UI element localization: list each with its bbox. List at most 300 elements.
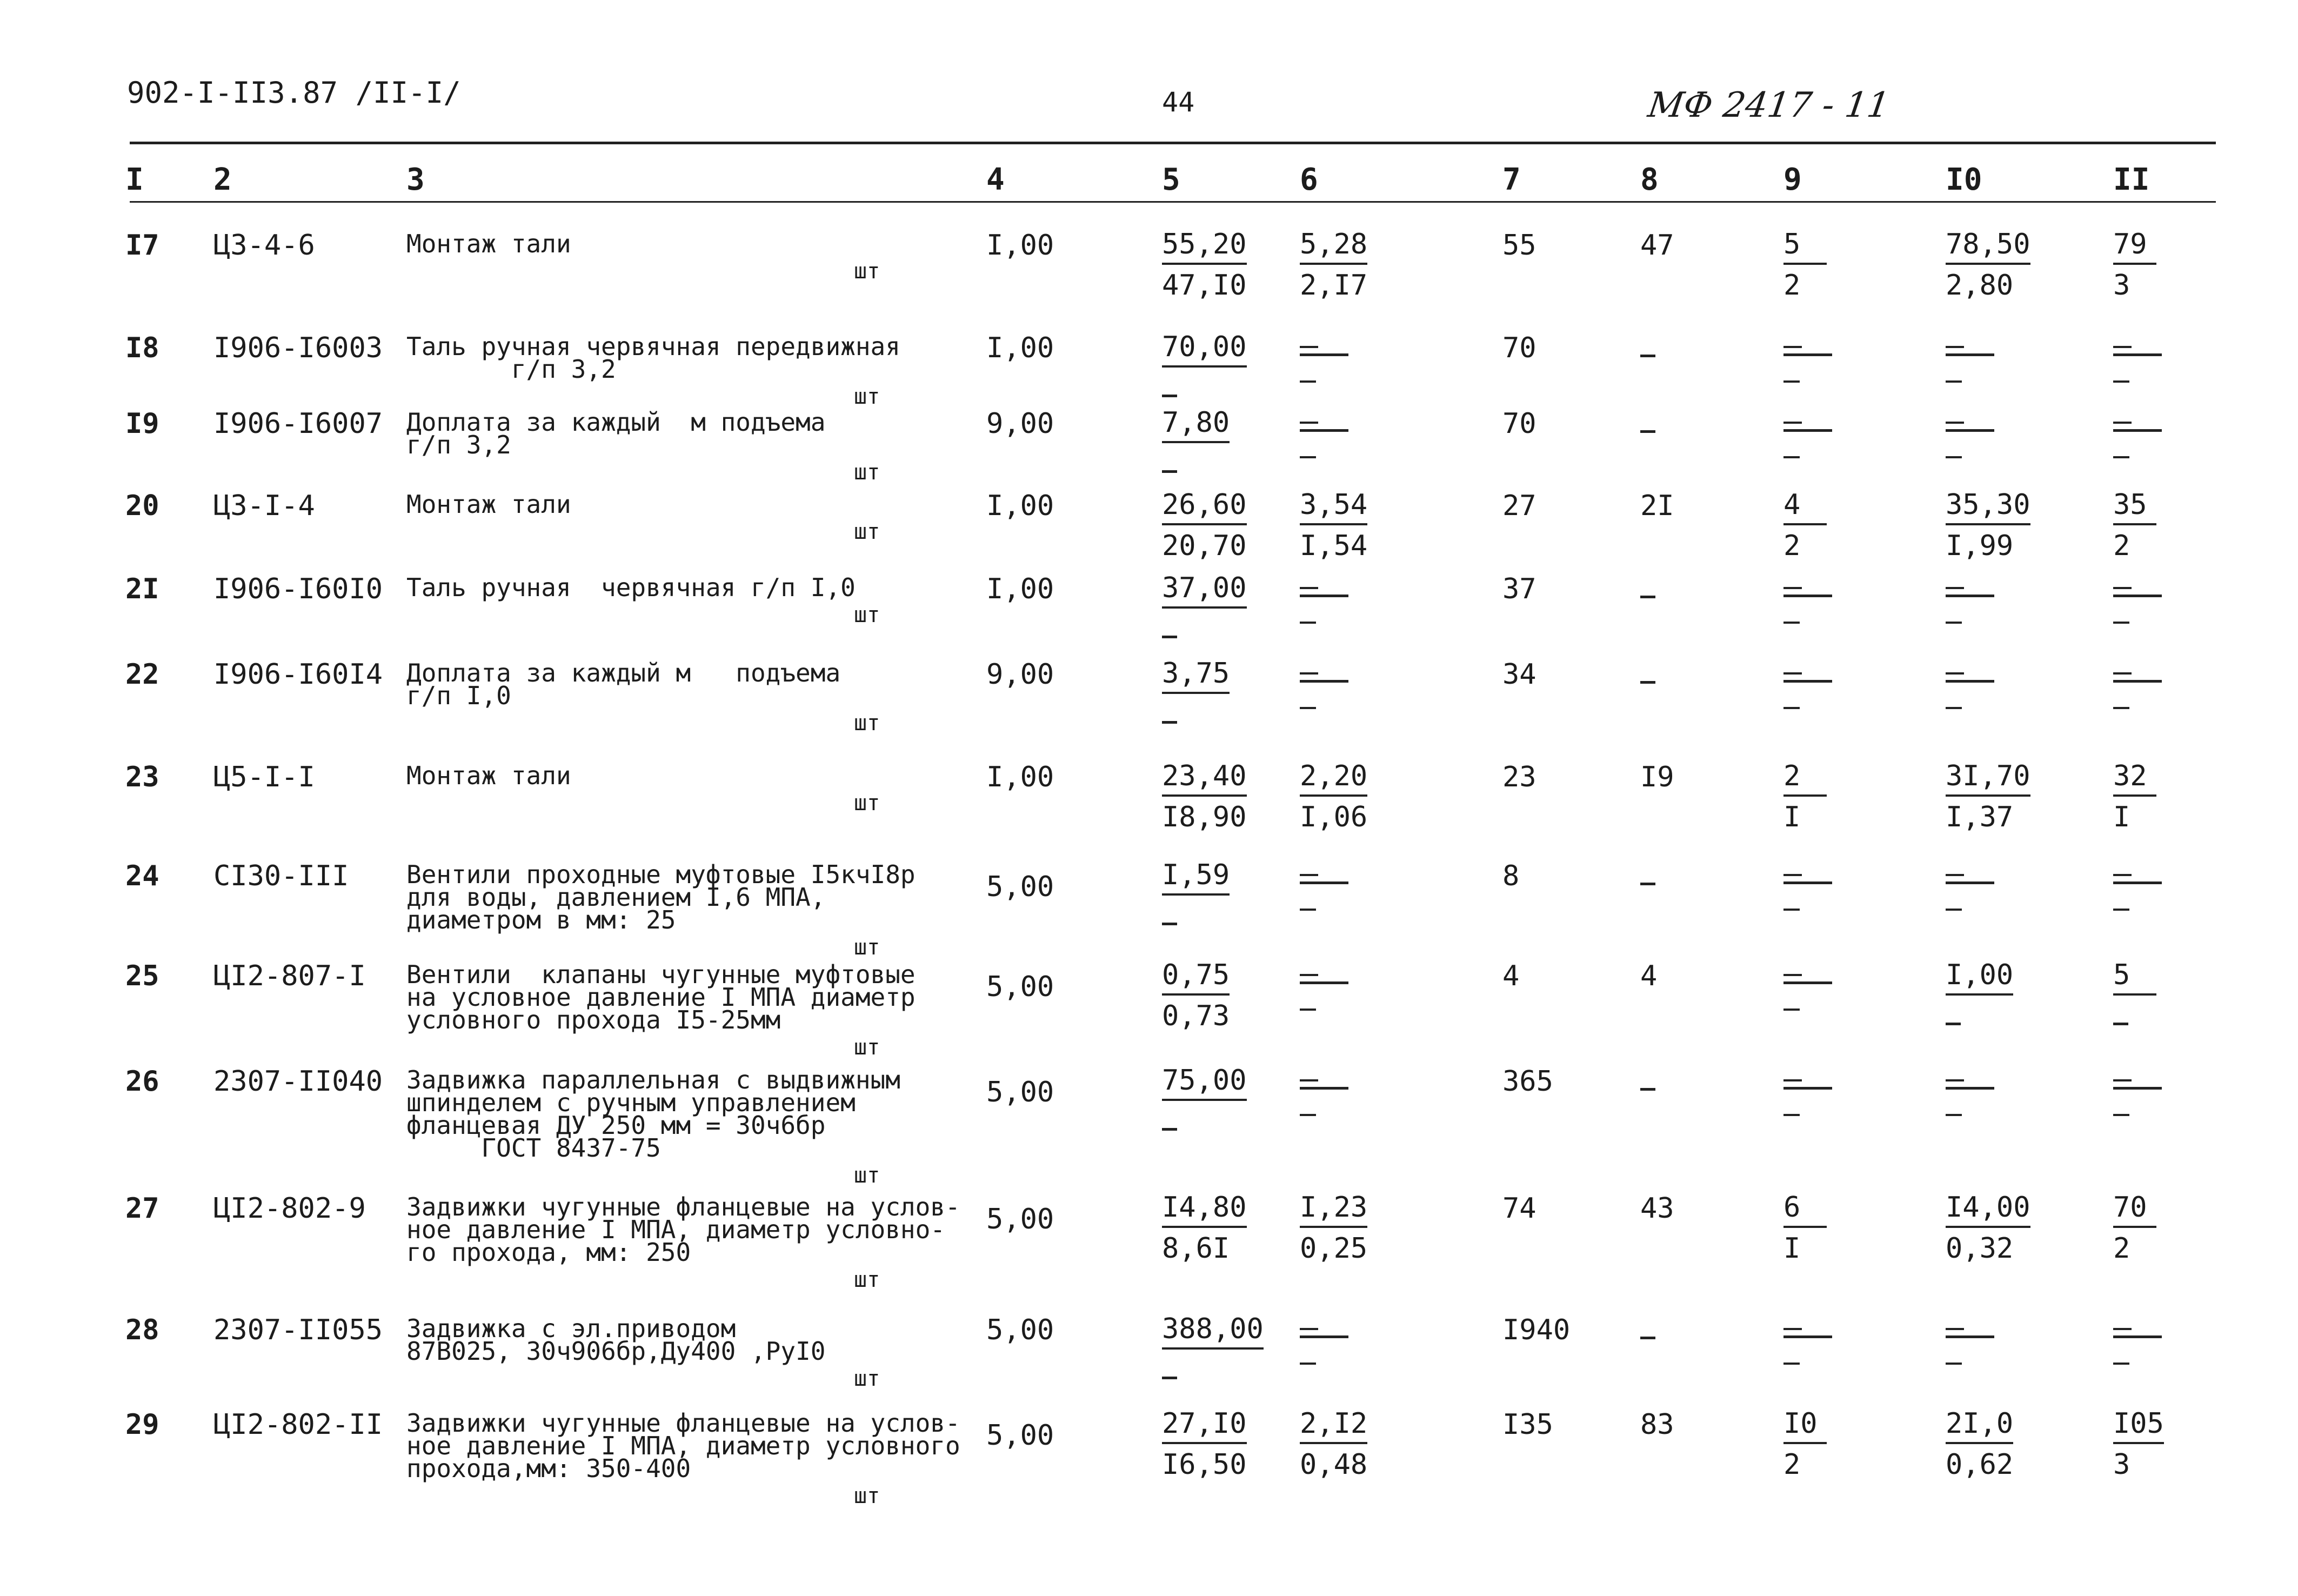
dash-mark <box>1946 909 1962 911</box>
quantity: 5,00 <box>986 1314 1054 1346</box>
row-number: 25 <box>125 960 159 992</box>
item-description: Доплата за каждый м подъема г/п 3,2 <box>406 408 826 459</box>
item-code: ЦI2-807-I <box>213 960 366 992</box>
row-number: 29 <box>125 1408 159 1441</box>
col5-value-bottom: 47,I0 <box>1162 269 1247 302</box>
col7-value: 34 <box>1502 658 1537 691</box>
unit-label: шт <box>854 711 880 736</box>
dash-mark <box>1300 1087 1348 1090</box>
col10-value <box>1946 958 2013 1033</box>
dash-mark <box>1946 622 1962 624</box>
col5-value <box>1162 656 1230 732</box>
dash-mark <box>1300 1114 1316 1116</box>
col5-value-top: 70,00 <box>1162 330 1247 368</box>
col6-value <box>1300 1063 1348 1116</box>
dash-mark <box>1162 1128 1177 1131</box>
col6-value-top: 5,28 <box>1300 227 1367 265</box>
unit-label: шт <box>854 384 880 409</box>
col6-value <box>1300 958 1348 1011</box>
col10-value <box>1946 405 1994 458</box>
unit-label: шт <box>854 935 880 960</box>
col5-value <box>1162 227 1247 303</box>
col9-value <box>1783 656 1832 709</box>
col6-value-top: I,23 <box>1300 1190 1367 1228</box>
col11-value-bottom: 2 <box>2113 530 2130 562</box>
col5-value <box>1162 1063 1247 1139</box>
item-code: CI30-III <box>213 860 349 892</box>
dash-mark <box>1946 1363 1962 1365</box>
top-rule <box>130 142 2216 144</box>
col6-value <box>1300 330 1348 383</box>
quantity: I,00 <box>986 761 1054 793</box>
col10-value-bottom: 0,32 <box>1946 1232 2014 1265</box>
col10-value-top: 35,30 <box>1946 488 2030 525</box>
col8-value: 2I <box>1640 490 1674 522</box>
col6-value-bottom: I,06 <box>1300 801 1368 833</box>
col7-value: 37 <box>1502 573 1537 605</box>
col6-value-top: 2,I2 <box>1300 1406 1367 1444</box>
item-description: Монтаж тали <box>406 229 571 258</box>
col9-value <box>1783 1190 1827 1266</box>
dash-mark <box>2113 429 2162 432</box>
dash-mark <box>1783 622 1800 624</box>
col8-value <box>1640 334 1655 362</box>
col5-value-top: 37,00 <box>1162 571 1247 609</box>
dash-mark <box>2113 456 2129 458</box>
col10-value <box>1946 1312 1994 1365</box>
dash-mark <box>1640 430 1655 433</box>
row-number: I7 <box>125 229 159 262</box>
col10-value <box>1946 571 1994 624</box>
item-description: Монтаж тали <box>406 490 571 519</box>
dash-mark <box>1783 1363 1800 1365</box>
col6-value <box>1300 858 1348 911</box>
dash-mark <box>1946 680 1994 683</box>
col5-value-bottom <box>1162 899 1230 933</box>
dash-mark <box>2113 680 2162 683</box>
row-number: I9 <box>125 408 159 440</box>
dash-mark <box>1783 353 1832 356</box>
item-description: Вентили проходные муфтовые I5кчI8р для воды, давлением I,6 МПА, диаметром в мм: 25 <box>406 860 916 934</box>
col7-value: 74 <box>1502 1192 1537 1225</box>
quantity: I,00 <box>986 332 1054 364</box>
item-code: ЦI2-802-II <box>213 1408 383 1441</box>
item-description: Таль ручная червячная передвижная г/п 3,2 <box>406 332 900 384</box>
col5-value-top: 7,80 <box>1162 405 1230 443</box>
column-header-4: 4 <box>986 162 1005 197</box>
item-description: Задвижки чугунные фланцевые на услов- ное давление I МПА, диаметр условно- го прохода, мм: 250 <box>406 1192 960 1267</box>
col10-value-bottom: 2,80 <box>1946 269 2014 302</box>
col11-value-bottom: 3 <box>2113 1448 2130 1481</box>
col8-value: I9 <box>1640 761 1674 793</box>
dash-mark <box>1640 596 1655 598</box>
dash-mark <box>1300 680 1348 683</box>
col6-value <box>1300 227 1367 303</box>
dash-mark <box>1300 707 1316 709</box>
dash-mark <box>1783 380 1800 383</box>
col9-value-bottom: 2 <box>1783 530 1801 562</box>
item-code: I906-I6007 <box>213 408 383 440</box>
col5-value <box>1162 330 1247 405</box>
dash-mark <box>1640 355 1655 357</box>
col11-value <box>2113 1406 2164 1482</box>
item-description: Таль ручная червячная г/п I,0 <box>406 573 856 602</box>
col7-value: 23 <box>1502 761 1537 793</box>
col10-value-bottom: I,37 <box>1946 801 2014 833</box>
col9-value-top: 2 <box>1783 759 1827 797</box>
dash-mark <box>1783 595 1832 597</box>
col8-value <box>1640 1316 1655 1344</box>
col7-value: 365 <box>1502 1065 1553 1098</box>
col6-value <box>1300 656 1348 709</box>
col7-value: 70 <box>1502 408 1537 440</box>
col10-value <box>1946 759 2030 834</box>
col7-value: I35 <box>1502 1408 1553 1441</box>
quantity: 5,00 <box>986 1419 1054 1452</box>
row-number: I8 <box>125 332 159 364</box>
quantity: 5,00 <box>986 1076 1054 1108</box>
col6-value <box>1300 1190 1367 1266</box>
col6-value-bottom: 0,48 <box>1300 1448 1368 1481</box>
col10-value <box>1946 1190 2030 1266</box>
col8-value <box>1640 660 1655 689</box>
col11-value-top: 5 <box>2113 958 2156 996</box>
col5-value-bottom <box>1162 612 1247 646</box>
col10-value-bottom: I,99 <box>1946 530 2014 562</box>
dash-mark <box>1162 470 1177 473</box>
col10-value <box>1946 330 1994 383</box>
col5-value-top: 27,I0 <box>1162 1406 1247 1444</box>
col11-value-top: 35 <box>2113 488 2156 525</box>
col11-value <box>2113 1063 2162 1116</box>
col5-value-bottom: 20,70 <box>1162 530 1247 562</box>
col5-value <box>1162 405 1230 481</box>
col11-value <box>2113 571 2162 624</box>
page-number: 44 <box>1162 86 1195 118</box>
row-number: 23 <box>125 761 159 793</box>
row-number: 28 <box>125 1314 159 1346</box>
col10-value <box>1946 858 1994 911</box>
item-description: Задвижки чугунные фланцевые на услов- ное давление I МПА, диаметр условного прохода,мм: 350-400 <box>406 1408 960 1483</box>
col6-value <box>1300 405 1348 458</box>
col5-value-bottom <box>1162 1353 1264 1387</box>
col11-value <box>2113 1312 2162 1365</box>
doc-code: 902-I-II3.87 /II-I/ <box>127 76 461 110</box>
dash-mark <box>1300 429 1348 432</box>
col6-value <box>1300 571 1348 624</box>
unit-label: шт <box>854 259 880 284</box>
dash-mark <box>1640 681 1655 684</box>
col5-value <box>1162 488 1247 563</box>
col5-value <box>1162 571 1247 646</box>
dash-mark <box>2113 622 2129 624</box>
dash-mark <box>1783 909 1800 911</box>
dash-mark <box>1783 429 1832 432</box>
col11-value <box>2113 958 2156 1033</box>
col9-value-top: 6 <box>1783 1190 1827 1228</box>
dash-mark <box>1946 1023 1961 1025</box>
dash-mark <box>1783 882 1832 884</box>
col10-value-top: I4,00 <box>1946 1190 2030 1228</box>
col11-value <box>2113 488 2156 563</box>
dash-mark <box>2113 1023 2128 1025</box>
col9-value <box>1783 958 1832 1011</box>
dash-mark <box>1300 353 1348 356</box>
row-number: 26 <box>125 1065 159 1098</box>
col11-value <box>2113 858 2162 911</box>
unit-label: шт <box>854 603 880 627</box>
dash-mark <box>1946 353 1994 356</box>
dash-mark <box>1162 923 1177 925</box>
item-description: Задвижка параллельная с выдвижным шпинделем с ручным управлением фланцевая ДУ 250 мм = 30ч6бр ГОСТ 8437-75 <box>406 1065 900 1163</box>
column-header-6: 6 <box>1300 162 1318 197</box>
col7-value: 8 <box>1502 860 1520 892</box>
dash-mark <box>1946 595 1994 597</box>
col10-value-top: 3I,70 <box>1946 759 2030 797</box>
col5-value <box>1162 1406 1247 1482</box>
quantity: 9,00 <box>986 408 1054 440</box>
col5-value-top: 388,00 <box>1162 1312 1264 1350</box>
col7-value: 4 <box>1502 960 1520 992</box>
item-code: ЦЗ-I-4 <box>213 490 315 522</box>
quantity: 5,00 <box>986 971 1054 1003</box>
item-description: Монтаж тали <box>406 761 571 790</box>
dash-mark <box>2113 909 2129 911</box>
col11-value-bottom <box>2113 999 2156 1033</box>
col5-value-bottom: I6,50 <box>1162 1448 1247 1481</box>
col5-value-bottom <box>1162 371 1247 405</box>
col8-value <box>1640 410 1655 438</box>
col9-value-bottom: 2 <box>1783 1448 1801 1481</box>
item-code: I906-I60I4 <box>213 658 383 691</box>
col5-value <box>1162 1312 1264 1387</box>
dash-mark <box>1162 395 1177 397</box>
col5-value-top: 26,60 <box>1162 488 1247 525</box>
item-code: Ц5-I-I <box>213 761 315 793</box>
col7-value: 55 <box>1502 229 1537 262</box>
item-description: Вентили клапаны чугунные муфтовые на условное давление I МПА диаметр условного прохода I5-25мм <box>406 960 916 1034</box>
dash-mark <box>1300 622 1316 624</box>
column-header-3: 3 <box>406 162 425 197</box>
col7-value: I940 <box>1502 1314 1571 1346</box>
dash-mark <box>1300 882 1348 884</box>
col5-value <box>1162 958 1230 1033</box>
quantity: I,00 <box>986 229 1054 262</box>
col5-value-top: 0,75 <box>1162 958 1230 996</box>
quantity: I,00 <box>986 573 1054 605</box>
col11-value-top: 79 <box>2113 227 2156 265</box>
item-code: I906-I6003 <box>213 332 383 364</box>
col9-value-bottom: I <box>1783 801 1801 833</box>
col11-value <box>2113 759 2156 834</box>
unit-label: шт <box>854 1484 880 1508</box>
dash-mark <box>1783 1335 1832 1338</box>
dash-mark <box>1300 909 1316 911</box>
col8-value <box>1640 862 1655 890</box>
dash-mark <box>2113 1087 2162 1090</box>
col9-value-top: 5 <box>1783 227 1827 265</box>
col9-value <box>1783 488 1827 563</box>
col11-value-top: 32 <box>2113 759 2156 797</box>
col6-value-bottom: I,54 <box>1300 530 1368 562</box>
col7-value: 70 <box>1502 332 1537 364</box>
col9-value <box>1783 330 1832 383</box>
dash-mark <box>2113 1363 2129 1365</box>
col11-value-bottom: 2 <box>2113 1232 2130 1265</box>
dash-mark <box>1300 595 1348 597</box>
col10-value <box>1946 1406 2013 1482</box>
column-header-7: 7 <box>1502 162 1521 197</box>
dash-mark <box>1783 981 1832 984</box>
dash-mark <box>1783 1009 1800 1011</box>
dash-mark <box>2113 707 2129 709</box>
col6-value <box>1300 759 1367 834</box>
dash-mark <box>1783 1087 1832 1090</box>
dash-mark <box>1783 1114 1800 1116</box>
row-number: 27 <box>125 1192 159 1225</box>
col11-value-bottom: 3 <box>2113 269 2130 302</box>
dash-mark <box>2113 595 2162 597</box>
col5-value-top: 75,00 <box>1162 1063 1247 1101</box>
dash-mark <box>1946 456 1962 458</box>
col6-value-bottom: 0,25 <box>1300 1232 1368 1265</box>
col9-value <box>1783 1406 1827 1482</box>
item-description: Задвижка с эл.приводом 87В025, 30ч906бр,Ду400 ,РуI0 <box>406 1314 826 1366</box>
col5-value-bottom <box>1162 446 1230 481</box>
item-code: ЦI2-802-9 <box>213 1192 366 1225</box>
col6-value <box>1300 1312 1348 1365</box>
quantity: 9,00 <box>986 658 1054 691</box>
col9-value <box>1783 227 1827 303</box>
unit-label: шт <box>854 1035 880 1060</box>
col9-value-top: 4 <box>1783 488 1827 525</box>
dash-mark <box>1783 456 1800 458</box>
row-number: 22 <box>125 658 159 691</box>
dash-mark <box>1946 429 1994 432</box>
column-header-9: 9 <box>1783 162 1802 197</box>
dash-mark <box>1946 380 1962 383</box>
col9-value-bottom: I <box>1783 1232 1801 1265</box>
col5-value-bottom <box>1162 697 1230 732</box>
dash-mark <box>2113 1335 2162 1338</box>
header-rule <box>130 201 2216 203</box>
dash-mark <box>1946 1087 1994 1090</box>
col9-value <box>1783 1312 1832 1365</box>
quantity: 5,00 <box>986 1203 1054 1236</box>
col10-value-bottom <box>1946 999 2013 1033</box>
item-code: I906-I60I0 <box>213 573 383 605</box>
dash-mark <box>1640 1337 1655 1339</box>
col8-value: 83 <box>1640 1408 1674 1441</box>
col10-value <box>1946 656 1994 709</box>
item-code: 2307-II055 <box>213 1314 383 1346</box>
dash-mark <box>1946 1335 1994 1338</box>
col5-value-top: I4,80 <box>1162 1190 1247 1228</box>
dash-mark <box>1162 721 1177 724</box>
col10-value-bottom: 0,62 <box>1946 1448 2014 1481</box>
col9-value <box>1783 759 1827 834</box>
item-description: Доплата за каждый м подъема г/п I,0 <box>406 658 841 710</box>
col5-value-bottom: I8,90 <box>1162 801 1247 833</box>
dash-mark <box>2113 882 2162 884</box>
row-number: 20 <box>125 490 159 522</box>
unit-label: шт <box>854 460 880 485</box>
col5-value <box>1162 1190 1247 1266</box>
col9-value <box>1783 571 1832 624</box>
col8-value <box>1640 1067 1655 1096</box>
col10-value-top: 78,50 <box>1946 227 2030 265</box>
col11-value <box>2113 227 2156 303</box>
column-header-8: 8 <box>1640 162 1659 197</box>
col11-value-top: 70 <box>2113 1190 2156 1228</box>
col9-value <box>1783 1063 1832 1116</box>
unit-label: шт <box>854 1366 880 1391</box>
col11-value <box>2113 405 2162 458</box>
col6-value-top: 3,54 <box>1300 488 1367 525</box>
dash-mark <box>1300 1363 1316 1365</box>
col5-value-top: 3,75 <box>1162 656 1230 694</box>
item-code: ЦЗ-4-6 <box>213 229 315 262</box>
col6-value-bottom: 2,I7 <box>1300 269 1368 302</box>
unit-label: шт <box>854 1163 880 1188</box>
dash-mark <box>1640 1088 1655 1091</box>
column-header-10: I0 <box>1946 162 1982 197</box>
col5-value-bottom <box>1162 1104 1247 1139</box>
unit-label: шт <box>854 1267 880 1292</box>
col11-value-bottom: I <box>2113 801 2130 833</box>
col8-value: 43 <box>1640 1192 1674 1225</box>
quantity: 5,00 <box>986 871 1054 903</box>
col5-value <box>1162 858 1230 933</box>
col11-value-top: I05 <box>2113 1406 2164 1444</box>
col9-value-bottom: 2 <box>1783 269 1801 302</box>
dash-mark <box>1300 380 1316 383</box>
dash-mark <box>2113 380 2129 383</box>
unit-label: шт <box>854 791 880 816</box>
col8-value: 47 <box>1640 229 1674 262</box>
dash-mark <box>2113 353 2162 356</box>
row-number: 24 <box>125 860 159 892</box>
column-header-11: II <box>2113 162 2150 197</box>
dash-mark <box>1946 707 1962 709</box>
col7-value: 27 <box>1502 490 1537 522</box>
col10-value-top: 2I,0 <box>1946 1406 2013 1444</box>
col10-value <box>1946 488 2030 563</box>
col10-value <box>1946 227 2030 303</box>
dash-mark <box>1300 1009 1316 1011</box>
col9-value <box>1783 858 1832 911</box>
unit-label: шт <box>854 519 880 544</box>
col5-value-top: I,59 <box>1162 858 1230 896</box>
col10-value-top: I,00 <box>1946 958 2013 996</box>
dash-mark <box>1162 1377 1177 1379</box>
col5-value-top: 23,40 <box>1162 759 1247 797</box>
col5-value-top: 55,20 <box>1162 227 1247 265</box>
dash-mark <box>1783 680 1832 683</box>
col10-value <box>1946 1063 1994 1116</box>
dash-mark <box>1162 636 1177 638</box>
dash-mark <box>1300 981 1348 984</box>
dash-mark <box>1946 1114 1962 1116</box>
dash-mark <box>1946 882 1994 884</box>
column-header-1: I <box>125 162 144 197</box>
col6-value-top: 2,20 <box>1300 759 1367 797</box>
col5-value-bottom: 8,6I <box>1162 1232 1230 1265</box>
dash-mark <box>1300 456 1316 458</box>
col8-value <box>1640 575 1655 603</box>
row-number: 2I <box>125 573 159 605</box>
col6-value <box>1300 1406 1367 1482</box>
